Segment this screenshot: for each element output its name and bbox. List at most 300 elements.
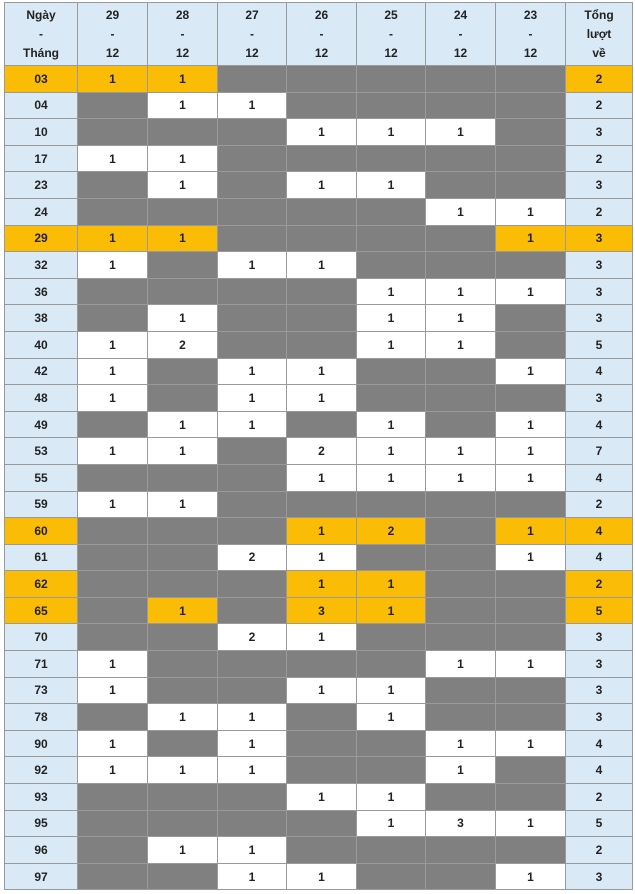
table-body xyxy=(5,66,633,890)
empty-cell xyxy=(78,597,148,624)
count-cell: 1 xyxy=(148,145,218,172)
count-cell: 1 xyxy=(78,225,148,252)
row-total: 4 xyxy=(566,411,633,438)
empty-cell xyxy=(426,92,496,119)
row-total: 2 xyxy=(566,198,633,225)
row-total: 2 xyxy=(566,784,633,811)
empty-cell xyxy=(148,544,218,571)
count-cell: 1 xyxy=(218,757,287,784)
row-number: 93 xyxy=(5,784,78,811)
row-number: 78 xyxy=(5,704,78,731)
empty-cell xyxy=(357,491,426,518)
date-day: 23 xyxy=(523,7,538,22)
empty-cell xyxy=(287,411,357,438)
row-number: 92 xyxy=(5,757,78,784)
empty-cell xyxy=(357,145,426,172)
empty-cell xyxy=(426,518,496,545)
empty-cell xyxy=(78,172,148,199)
count-cell: 1 xyxy=(426,119,496,146)
count-cell: 1 xyxy=(496,730,566,757)
empty-cell xyxy=(287,225,357,252)
date-header-2 xyxy=(218,3,287,66)
row-number: 59 xyxy=(5,491,78,518)
count-cell: 1 xyxy=(78,385,148,412)
row-total: 4 xyxy=(566,730,633,757)
date-month: 12 xyxy=(314,45,329,60)
empty-cell xyxy=(496,704,566,731)
date-header-0 xyxy=(78,3,148,66)
row-number: 24 xyxy=(5,198,78,225)
empty-cell xyxy=(78,518,148,545)
empty-cell xyxy=(357,225,426,252)
count-cell: 1 xyxy=(78,491,148,518)
empty-cell xyxy=(496,677,566,704)
empty-cell xyxy=(218,810,287,837)
empty-cell xyxy=(426,385,496,412)
empty-cell xyxy=(78,464,148,491)
empty-cell xyxy=(78,784,148,811)
empty-cell xyxy=(218,597,287,624)
date-sep: - xyxy=(319,26,324,41)
date-header-6 xyxy=(496,3,566,66)
table-row xyxy=(5,198,633,225)
empty-cell xyxy=(148,464,218,491)
count-cell: 1 xyxy=(426,757,496,784)
table-row xyxy=(5,518,633,545)
empty-cell xyxy=(496,597,566,624)
count-cell: 1 xyxy=(287,518,357,545)
row-number: 60 xyxy=(5,518,78,545)
row-total: 2 xyxy=(566,571,633,598)
row-total: 5 xyxy=(566,331,633,358)
empty-cell xyxy=(426,411,496,438)
empty-cell xyxy=(287,810,357,837)
row-total: 5 xyxy=(566,597,633,624)
count-cell: 1 xyxy=(148,704,218,731)
row-total: 3 xyxy=(566,677,633,704)
empty-cell xyxy=(218,784,287,811)
empty-cell xyxy=(287,651,357,678)
row-total: 3 xyxy=(566,225,633,252)
empty-cell xyxy=(357,92,426,119)
count-cell: 1 xyxy=(496,225,566,252)
header-row xyxy=(5,3,633,66)
empty-cell xyxy=(426,863,496,890)
empty-cell xyxy=(426,491,496,518)
count-cell: 1 xyxy=(496,358,566,385)
count-cell: 1 xyxy=(357,305,426,332)
count-cell: 1 xyxy=(218,704,287,731)
row-number: 49 xyxy=(5,411,78,438)
date-header-5 xyxy=(426,3,496,66)
row-total: 2 xyxy=(566,66,633,93)
count-cell: 1 xyxy=(287,677,357,704)
empty-cell xyxy=(426,66,496,93)
empty-cell xyxy=(496,172,566,199)
empty-cell xyxy=(496,757,566,784)
table-row xyxy=(5,624,633,651)
empty-cell xyxy=(218,119,287,146)
table-row xyxy=(5,438,633,465)
empty-cell xyxy=(287,837,357,864)
empty-cell xyxy=(496,837,566,864)
empty-cell xyxy=(218,677,287,704)
empty-cell xyxy=(287,145,357,172)
row-number: 73 xyxy=(5,677,78,704)
date-month: 12 xyxy=(245,45,259,60)
count-cell: 1 xyxy=(218,252,287,279)
table-row xyxy=(5,757,633,784)
count-cell: 1 xyxy=(496,464,566,491)
table-row xyxy=(5,411,633,438)
empty-cell xyxy=(357,651,426,678)
date-day: 29 xyxy=(105,7,120,22)
table-row xyxy=(5,730,633,757)
empty-cell xyxy=(426,172,496,199)
table-row xyxy=(5,597,633,624)
row-total: 3 xyxy=(566,385,633,412)
table-row xyxy=(5,571,633,598)
empty-cell xyxy=(496,119,566,146)
count-cell: 1 xyxy=(148,66,218,93)
empty-cell xyxy=(287,198,357,225)
empty-cell xyxy=(496,331,566,358)
empty-cell xyxy=(357,544,426,571)
row-total: 3 xyxy=(566,119,633,146)
empty-cell xyxy=(287,491,357,518)
count-cell: 1 xyxy=(287,385,357,412)
count-cell: 1 xyxy=(218,385,287,412)
empty-cell xyxy=(496,491,566,518)
count-cell: 1 xyxy=(78,651,148,678)
row-number: 40 xyxy=(5,331,78,358)
table-row xyxy=(5,331,633,358)
empty-cell xyxy=(287,92,357,119)
corner-line-1: Ngày xyxy=(26,7,56,22)
empty-cell xyxy=(78,305,148,332)
empty-cell xyxy=(496,66,566,93)
count-cell: 1 xyxy=(496,810,566,837)
date-sep: - xyxy=(250,26,254,41)
table-row xyxy=(5,145,633,172)
empty-cell xyxy=(496,624,566,651)
count-cell: 1 xyxy=(357,571,426,598)
row-number: 29 xyxy=(5,225,78,252)
empty-cell xyxy=(426,784,496,811)
row-total: 3 xyxy=(566,704,633,731)
empty-cell xyxy=(357,624,426,651)
row-total: 7 xyxy=(566,438,633,465)
row-total: 4 xyxy=(566,464,633,491)
table-row xyxy=(5,677,633,704)
empty-cell xyxy=(78,624,148,651)
row-total: 2 xyxy=(566,92,633,119)
date-day: 24 xyxy=(453,7,468,22)
table-row xyxy=(5,385,633,412)
count-cell: 1 xyxy=(148,411,218,438)
row-total: 4 xyxy=(566,518,633,545)
count-cell: 1 xyxy=(426,198,496,225)
table-row xyxy=(5,544,633,571)
total-line-2: lượt xyxy=(586,26,612,41)
count-cell: 1 xyxy=(78,757,148,784)
count-cell: 1 xyxy=(287,252,357,279)
corner-line-3: Tháng xyxy=(23,45,59,60)
count-cell: 1 xyxy=(357,411,426,438)
date-month: 12 xyxy=(523,45,538,60)
count-cell: 1 xyxy=(426,730,496,757)
empty-cell xyxy=(148,863,218,890)
empty-cell xyxy=(496,252,566,279)
row-number: 71 xyxy=(5,651,78,678)
empty-cell xyxy=(426,145,496,172)
date-day: 27 xyxy=(245,7,259,22)
table-row xyxy=(5,464,633,491)
count-cell: 1 xyxy=(148,172,218,199)
count-cell: 1 xyxy=(218,730,287,757)
date-month: 12 xyxy=(384,45,398,60)
empty-cell xyxy=(148,252,218,279)
row-total: 3 xyxy=(566,172,633,199)
count-cell: 1 xyxy=(148,757,218,784)
empty-cell xyxy=(148,651,218,678)
table-row xyxy=(5,305,633,332)
count-cell: 1 xyxy=(78,358,148,385)
count-cell: 3 xyxy=(287,597,357,624)
empty-cell xyxy=(148,358,218,385)
empty-cell xyxy=(218,651,287,678)
empty-cell xyxy=(78,411,148,438)
empty-cell xyxy=(426,704,496,731)
table-row xyxy=(5,491,633,518)
date-month: 12 xyxy=(175,45,190,60)
empty-cell xyxy=(218,278,287,305)
date-sep: - xyxy=(110,26,115,41)
empty-cell xyxy=(148,198,218,225)
date-header-1 xyxy=(148,3,218,66)
count-cell: 1 xyxy=(496,438,566,465)
row-total: 3 xyxy=(566,305,633,332)
total-line-3: về xyxy=(592,45,606,60)
count-cell: 1 xyxy=(78,677,148,704)
empty-cell xyxy=(426,624,496,651)
date-header-3 xyxy=(287,3,357,66)
row-number: 17 xyxy=(5,145,78,172)
count-cell: 1 xyxy=(218,358,287,385)
row-number: 04 xyxy=(5,92,78,119)
count-cell: 2 xyxy=(287,438,357,465)
count-cell: 1 xyxy=(148,225,218,252)
date-sep: - xyxy=(389,26,393,41)
row-number: 90 xyxy=(5,730,78,757)
empty-cell xyxy=(218,331,287,358)
empty-cell xyxy=(148,624,218,651)
count-cell: 3 xyxy=(426,810,496,837)
empty-cell xyxy=(148,385,218,412)
count-cell: 2 xyxy=(148,331,218,358)
row-number: 03 xyxy=(5,66,78,93)
count-cell: 1 xyxy=(218,92,287,119)
count-cell: 1 xyxy=(148,438,218,465)
count-cell: 1 xyxy=(148,491,218,518)
row-total: 4 xyxy=(566,358,633,385)
empty-cell xyxy=(218,438,287,465)
empty-cell xyxy=(218,305,287,332)
row-number: 36 xyxy=(5,278,78,305)
count-cell: 1 xyxy=(148,92,218,119)
empty-cell xyxy=(496,571,566,598)
count-cell: 1 xyxy=(287,571,357,598)
count-cell: 1 xyxy=(496,198,566,225)
empty-cell xyxy=(357,66,426,93)
count-cell: 1 xyxy=(357,119,426,146)
row-total: 2 xyxy=(566,145,633,172)
count-cell: 1 xyxy=(496,863,566,890)
row-total: 3 xyxy=(566,624,633,651)
empty-cell xyxy=(148,571,218,598)
empty-cell xyxy=(496,305,566,332)
count-cell: 1 xyxy=(357,810,426,837)
empty-cell xyxy=(78,198,148,225)
row-total: 5 xyxy=(566,810,633,837)
count-cell: 1 xyxy=(426,331,496,358)
empty-cell xyxy=(78,837,148,864)
row-total: 4 xyxy=(566,544,633,571)
corner-header xyxy=(5,3,78,66)
empty-cell xyxy=(148,677,218,704)
row-number: 95 xyxy=(5,810,78,837)
row-number: 38 xyxy=(5,305,78,332)
table-row xyxy=(5,66,633,93)
table-row xyxy=(5,863,633,890)
empty-cell xyxy=(78,119,148,146)
empty-cell xyxy=(357,385,426,412)
count-cell: 1 xyxy=(78,438,148,465)
table-row xyxy=(5,225,633,252)
count-cell: 1 xyxy=(357,597,426,624)
empty-cell xyxy=(426,544,496,571)
table-row xyxy=(5,704,633,731)
count-cell: 2 xyxy=(218,544,287,571)
empty-cell xyxy=(78,704,148,731)
row-number: 61 xyxy=(5,544,78,571)
empty-cell xyxy=(287,66,357,93)
row-total: 2 xyxy=(566,837,633,864)
count-cell: 1 xyxy=(287,172,357,199)
count-cell: 1 xyxy=(357,704,426,731)
empty-cell xyxy=(218,225,287,252)
total-line-1: Tổng xyxy=(584,7,614,22)
date-header-4 xyxy=(357,3,426,66)
count-cell: 1 xyxy=(496,518,566,545)
row-total: 3 xyxy=(566,863,633,890)
count-cell: 1 xyxy=(357,677,426,704)
count-cell: 1 xyxy=(78,66,148,93)
corner-line-2: - xyxy=(39,26,43,41)
row-number: 23 xyxy=(5,172,78,199)
total-header xyxy=(566,3,633,66)
empty-cell xyxy=(148,119,218,146)
table-row xyxy=(5,92,633,119)
row-number: 55 xyxy=(5,464,78,491)
count-cell: 1 xyxy=(426,464,496,491)
count-cell: 1 xyxy=(426,305,496,332)
count-cell: 1 xyxy=(426,278,496,305)
empty-cell xyxy=(287,730,357,757)
empty-cell xyxy=(287,305,357,332)
row-total: 3 xyxy=(566,252,633,279)
row-number: 32 xyxy=(5,252,78,279)
empty-cell xyxy=(218,571,287,598)
empty-cell xyxy=(496,385,566,412)
empty-cell xyxy=(357,730,426,757)
count-cell: 1 xyxy=(78,331,148,358)
table-row xyxy=(5,837,633,864)
table-row xyxy=(5,651,633,678)
count-cell: 1 xyxy=(148,597,218,624)
empty-cell xyxy=(218,518,287,545)
date-month: 12 xyxy=(453,45,468,60)
row-number: 53 xyxy=(5,438,78,465)
empty-cell xyxy=(357,252,426,279)
empty-cell xyxy=(357,837,426,864)
count-cell: 1 xyxy=(78,145,148,172)
count-cell: 1 xyxy=(357,438,426,465)
empty-cell xyxy=(78,92,148,119)
count-cell: 1 xyxy=(357,172,426,199)
count-cell: 1 xyxy=(287,863,357,890)
date-day: 28 xyxy=(175,7,190,22)
empty-cell xyxy=(357,757,426,784)
count-cell: 1 xyxy=(218,411,287,438)
empty-cell xyxy=(78,571,148,598)
count-cell: 1 xyxy=(357,784,426,811)
row-number: 65 xyxy=(5,597,78,624)
empty-cell xyxy=(426,677,496,704)
count-cell: 1 xyxy=(218,837,287,864)
empty-cell xyxy=(218,464,287,491)
empty-cell xyxy=(148,278,218,305)
count-cell: 1 xyxy=(287,358,357,385)
row-total: 3 xyxy=(566,278,633,305)
row-number: 97 xyxy=(5,863,78,890)
empty-cell xyxy=(218,172,287,199)
empty-cell xyxy=(78,863,148,890)
empty-cell xyxy=(357,863,426,890)
empty-cell xyxy=(78,544,148,571)
row-number: 96 xyxy=(5,837,78,864)
empty-cell xyxy=(287,757,357,784)
count-cell: 1 xyxy=(78,730,148,757)
date-day: 26 xyxy=(314,7,329,22)
table-row xyxy=(5,252,633,279)
row-total: 3 xyxy=(566,651,633,678)
empty-cell xyxy=(218,491,287,518)
row-number: 10 xyxy=(5,119,78,146)
count-cell: 1 xyxy=(218,863,287,890)
empty-cell xyxy=(148,784,218,811)
row-number: 48 xyxy=(5,385,78,412)
date-sep: - xyxy=(458,26,463,41)
empty-cell xyxy=(148,810,218,837)
empty-cell xyxy=(287,278,357,305)
count-cell: 1 xyxy=(357,331,426,358)
table-row xyxy=(5,172,633,199)
count-cell: 1 xyxy=(287,784,357,811)
empty-cell xyxy=(426,571,496,598)
count-cell: 1 xyxy=(357,278,426,305)
count-cell: 1 xyxy=(148,305,218,332)
